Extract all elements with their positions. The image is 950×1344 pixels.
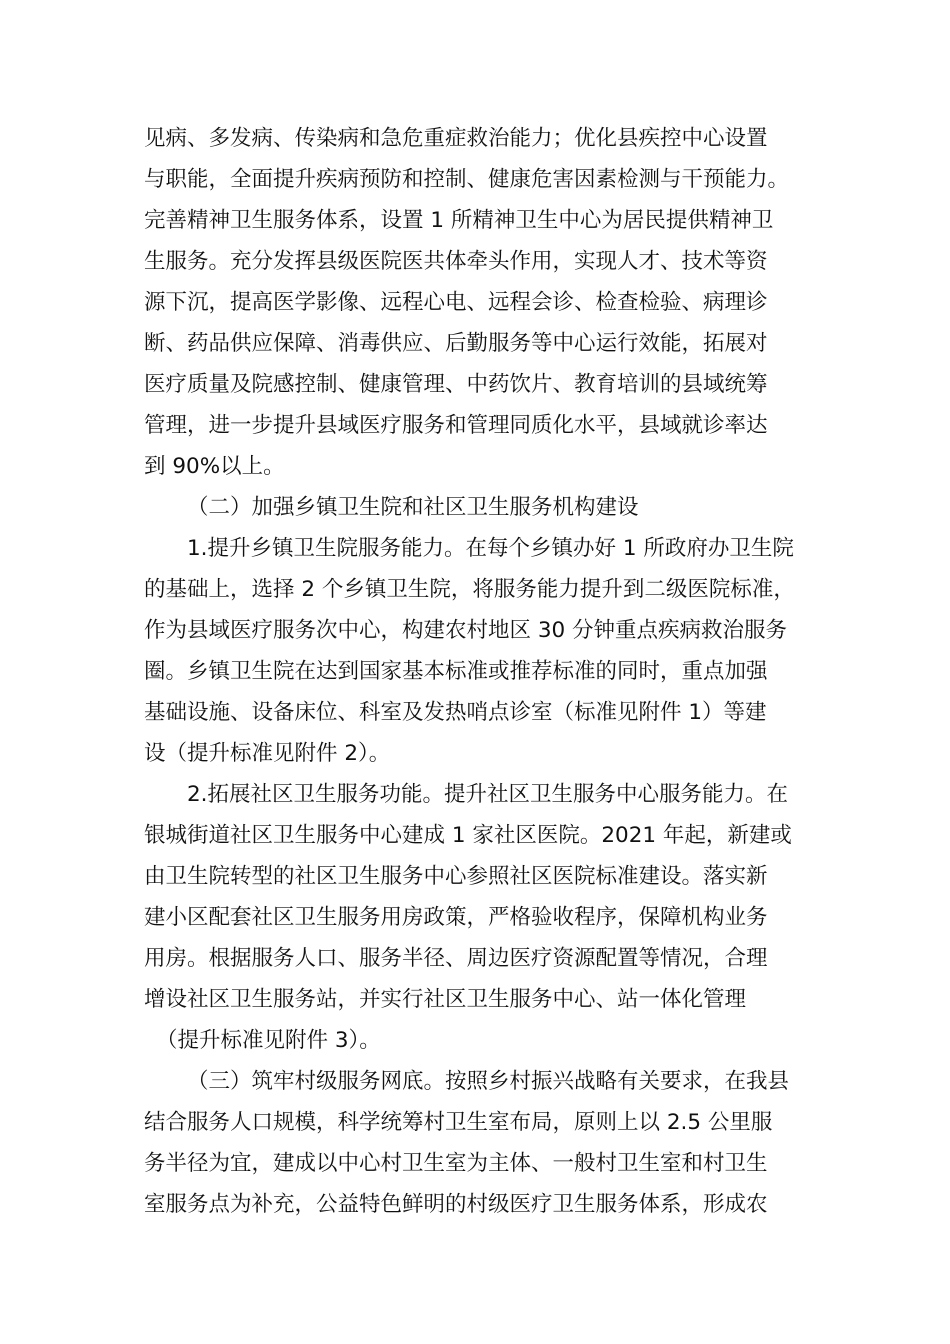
text-line: 务半径为宜，建成以中心村卫生室为主体、一般村卫生室和村卫生	[144, 1151, 768, 1176]
text-line: 到 90%以上。	[144, 454, 285, 479]
text-line: 完善精神卫生服务体系，设置 1 所精神卫生中心为居民提供精神卫	[144, 208, 774, 233]
text-line: 管理，进一步提升县域医疗服务和管理同质化水平，县域就诊率达	[144, 413, 768, 438]
paragraph-first-line: 2.拓展社区卫生服务功能。提升社区卫生服务中心服务能力。在	[187, 782, 789, 807]
text-line: 的基础上，选择 2 个乡镇卫生院，将服务能力提升到二级医院标准，	[144, 577, 795, 602]
text-line: 圈。乡镇卫生院在达到国家基本标准或推荐标准的同时，重点加强	[144, 659, 768, 684]
text-line: 室服务点为补充，公益特色鲜明的村级医疗卫生服务体系，形成农	[144, 1192, 768, 1217]
section-heading: （二）加强乡镇卫生院和社区卫生服务机构建设	[187, 495, 639, 520]
text-line: 设（提升标准见附件 2）。	[144, 741, 391, 766]
text-line: 断、药品供应保障、消毒供应、后勤服务等中心运行效能，拓展对	[144, 331, 768, 356]
text-line: 生服务。充分发挥县级医院医共体牵头作用，实现人才、技术等资	[144, 249, 768, 274]
text-line: 银城街道社区卫生服务中心建成 1 家社区医院。2021 年起，新建或	[144, 823, 792, 848]
paragraph-first-line: 1.提升乡镇卫生院服务能力。在每个乡镇办好 1 所政府办卫生院	[187, 536, 794, 561]
text-line: 增设社区卫生服务站，并实行社区卫生服务中心、站一体化管理	[144, 987, 747, 1012]
text-line: 结合服务人口规模，科学统筹村卫生室布局，原则上以 2.5 公里服	[144, 1110, 773, 1135]
text-line: 见病、多发病、传染病和急危重症救治能力；优化县疾控中心设置	[144, 126, 768, 151]
text-line: （提升标准见附件 3）。	[156, 1028, 381, 1053]
text-line: 基础设施、设备床位、科室及发热哨点诊室（标准见附件 1）等建	[144, 700, 767, 725]
text-line: 源下沉，提高医学影像、远程心电、远程会诊、检查检验、病理诊	[144, 290, 768, 315]
paragraph-first-line: （三）筑牢村级服务网底。按照乡村振兴战略有关要求，在我县	[187, 1069, 790, 1094]
text-line: 与职能，全面提升疾病预防和控制、健康危害因素检测与干预能力。	[144, 167, 790, 192]
text-line: 医疗质量及院感控制、健康管理、中药饮片、教育培训的县域统筹	[144, 372, 768, 397]
text-line: 由卫生院转型的社区卫生服务中心参照社区医院标准建设。落实新	[144, 864, 768, 889]
text-line: 用房。根据服务人口、服务半径、周边医疗资源配置等情况，合理	[144, 946, 768, 971]
text-line: 作为县域医疗服务次中心，构建农村地区 30 分钟重点疾病救治服务	[144, 618, 788, 643]
text-line: 建小区配套社区卫生服务用房政策，严格验收程序，保障机构业务	[144, 905, 768, 930]
document-body	[144, 118, 824, 1225]
